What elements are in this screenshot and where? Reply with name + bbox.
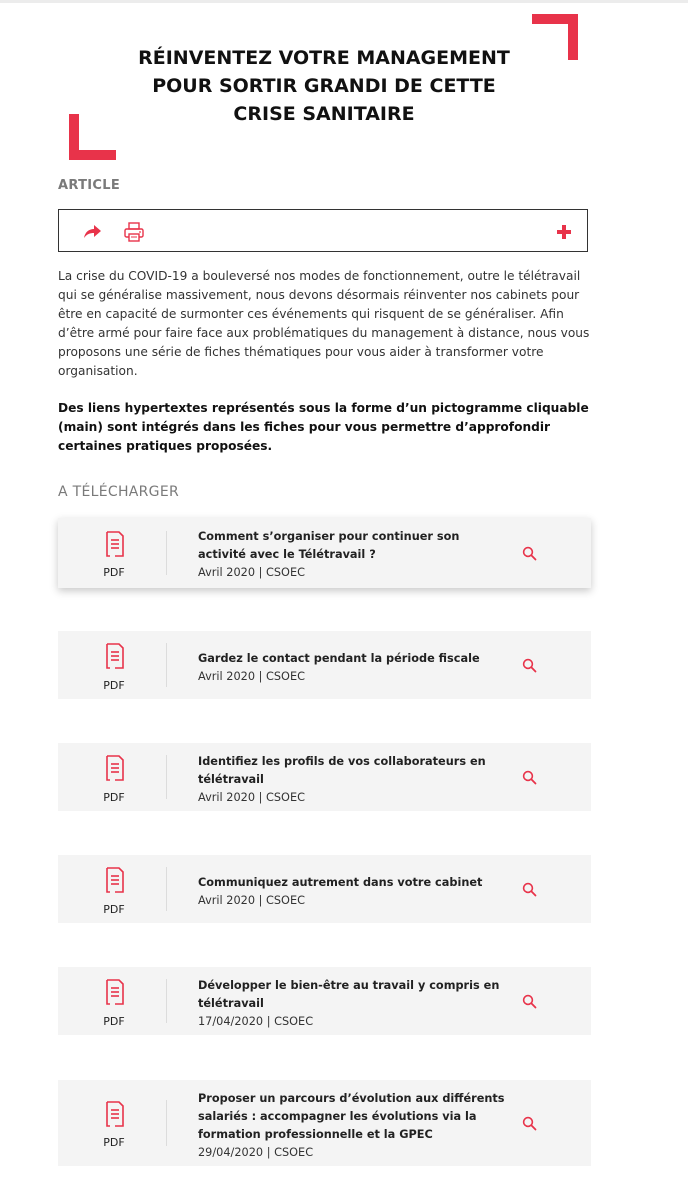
document-meta: 17/04/2020 | CSOEC (198, 1015, 314, 1028)
document-icon (104, 1099, 126, 1129)
card-divider (166, 755, 167, 799)
search-icon[interactable] (522, 658, 537, 673)
card-info (198, 874, 508, 910)
card-divider (166, 1100, 167, 1146)
search-icon[interactable] (522, 994, 537, 1009)
pdf-badge (58, 1080, 166, 1166)
document-title[interactable]: Identifiez les profils de vos collaborateurs en télétravail (198, 755, 486, 786)
file-type-label: PDF (103, 566, 125, 579)
search-icon[interactable] (522, 546, 537, 561)
download-card[interactable] (58, 1080, 591, 1166)
card-info (198, 528, 508, 582)
card-divider (166, 979, 167, 1023)
pdf-badge (58, 967, 166, 1035)
search-icon[interactable] (522, 770, 537, 785)
print-icon[interactable] (123, 221, 145, 243)
share-icon[interactable] (81, 221, 103, 243)
article-toolbar (58, 209, 588, 252)
document-icon (104, 529, 126, 559)
document-meta: Avril 2020 | CSOEC (198, 894, 305, 907)
download-card[interactable] (58, 855, 591, 923)
document-title[interactable]: Comment s’organiser pour continuer son activité avec le Télétravail ? (198, 530, 460, 561)
pdf-badge (58, 743, 166, 811)
document-icon (104, 865, 126, 895)
page-title (120, 44, 528, 128)
document-meta: 29/04/2020 | CSOEC (198, 1146, 314, 1159)
pdf-badge (58, 518, 166, 588)
corner-bracket-bottom-left (69, 114, 116, 160)
card-info (198, 650, 508, 686)
document-icon (104, 641, 126, 671)
page-title-line-1: RÉINVENTEZ VOTRE MANAGEMENT (138, 47, 510, 69)
document-meta: Avril 2020 | CSOEC (198, 566, 305, 579)
plus-icon[interactable] (557, 225, 571, 239)
article-intro: La crise du COVID-19 a bouleversé nos modes de fonctionnement, outre le télétravail qui se généralise massivement, nous devons désormais réinventer nos cabinets pour être en capacité de surmonter ces événements qui risquent de se généraliser. Afin d’être armé pour faire face aux problématiques du management à distance, nous vous proposons une série de fiches thématiques pour vous aider à transformer votre organisation. (58, 269, 590, 378)
document-icon (104, 753, 126, 783)
file-type-label: PDF (103, 679, 125, 692)
file-type-label: PDF (103, 1136, 125, 1149)
card-divider (166, 867, 167, 911)
page-title-line-3: CRISE SANITAIRE (233, 103, 415, 125)
file-type-label: PDF (103, 1015, 125, 1028)
document-title[interactable]: Gardez le contact pendant la période fiscale (198, 652, 480, 665)
pdf-badge (58, 631, 166, 699)
card-info (198, 753, 508, 807)
card-divider (166, 643, 167, 687)
top-border (0, 0, 688, 3)
download-card[interactable] (58, 967, 591, 1035)
article-section-label: ARTICLE (58, 178, 120, 193)
file-type-label: PDF (103, 903, 125, 916)
downloads-section-label: A TÉLÉCHARGER (58, 484, 179, 500)
document-icon (104, 977, 126, 1007)
page-title-line-2: POUR SORTIR GRANDI DE CETTE (152, 75, 496, 97)
document-meta: Avril 2020 | CSOEC (198, 791, 305, 804)
hyperlink-notice: Des liens hypertextes représentés sous la forme d’un pictogramme cliquable (main) sont intégrés dans les fiches pour vous permettre d’approfondir certaines pratiques proposées. (58, 401, 589, 453)
card-divider (166, 531, 167, 575)
card-info (198, 1090, 508, 1162)
document-title[interactable]: Développer le bien-être au travail y compris en télétravail (198, 979, 500, 1010)
card-info (198, 977, 508, 1031)
document-title[interactable]: Communiquez autrement dans votre cabinet (198, 876, 483, 889)
search-icon[interactable] (522, 882, 537, 897)
document-title[interactable]: Proposer un parcours d’évolution aux différents salariés : accompagner les évolutions via la formation professionnelle et la GPEC (198, 1092, 505, 1141)
pdf-badge (58, 855, 166, 923)
download-card[interactable] (58, 518, 591, 588)
document-meta: Avril 2020 | CSOEC (198, 670, 305, 683)
download-card[interactable] (58, 743, 591, 811)
download-card[interactable] (58, 631, 591, 699)
corner-bracket-top-right (532, 14, 578, 60)
file-type-label: PDF (103, 791, 125, 804)
search-icon[interactable] (522, 1116, 537, 1131)
